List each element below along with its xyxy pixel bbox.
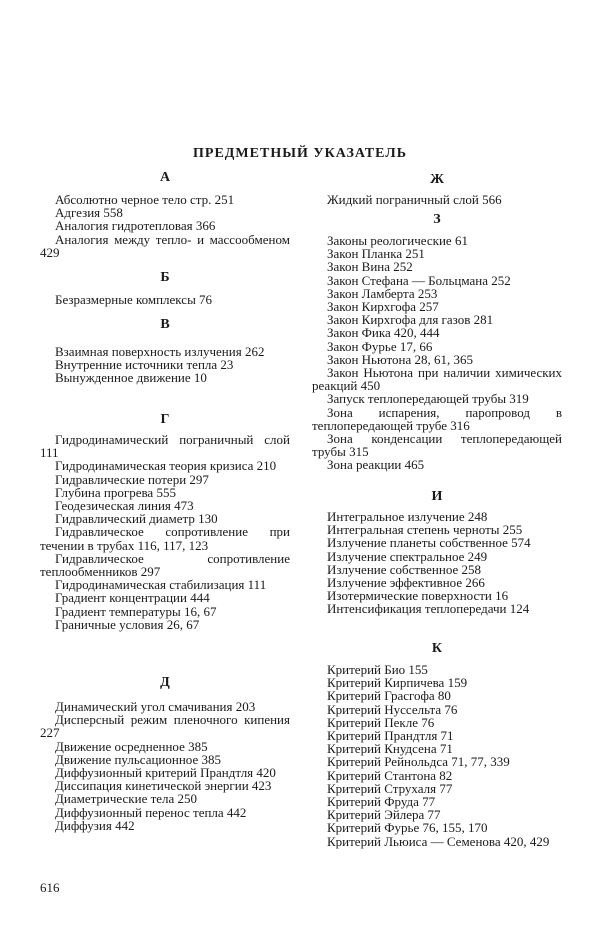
index-entry: Жидкий пограничный слой 566: [327, 192, 502, 207]
index-entry: Излучение спектральное 249: [327, 548, 488, 564]
index-section: [40, 171, 290, 259]
section-letter-heading: З: [433, 212, 441, 227]
index-entry: Граничные условия 26, 67: [55, 616, 200, 632]
index-entry: Диффузионный критерий Прандтля 420: [55, 765, 276, 781]
index-section: [40, 271, 290, 306]
index-entry: Критерий Кирпичева 159: [327, 675, 468, 691]
index-entry: Критерий Фруда 77: [327, 794, 436, 810]
index-entry: Гидродинамическая теория кризиса 210: [55, 458, 277, 474]
index-entry: Аналогия гидротепловая 366: [55, 218, 216, 234]
index-entry: Законы реологические 61: [327, 233, 468, 248]
index-entry: Гидравлические потери 297: [55, 471, 209, 487]
index-entry: Критерий Пекле 76: [327, 714, 435, 730]
section-letter-heading: К: [431, 641, 443, 656]
section-letter-heading: Г: [160, 412, 170, 427]
index-entry: Закон Фурье 17, 66: [327, 338, 433, 354]
index-entry: Критерий Льюиса — Семенова 420, 429: [327, 833, 550, 849]
index-section: [40, 413, 290, 631]
index-entry: Закон Планка 251: [327, 246, 425, 262]
index-entry: Внутренние источники тепла 23: [55, 357, 234, 373]
section-letter-heading: Ж: [430, 172, 444, 187]
section-letter-heading: Д: [160, 675, 170, 690]
page-number: 616: [40, 880, 60, 895]
section-letter-heading: В: [160, 317, 170, 332]
index-entry: Диаметрические тела 250: [55, 791, 198, 807]
index-entry: Критерий Нуссельта 76: [327, 701, 458, 717]
index-entry: Диффузионный перенос тепла 442: [55, 804, 247, 820]
index-entry: Критерий Стантона 82: [327, 767, 453, 783]
index-entry: Закон Фика 420, 444: [327, 325, 440, 341]
index-entry: Критерий Кнудсена 71: [327, 741, 453, 757]
index-entry: Зона испарения, паропровод в теплопередающей трубе 316: [312, 404, 562, 433]
section-letter-heading: А: [159, 170, 171, 185]
index-entry: Безразмерные комплексы 76: [55, 292, 213, 307]
index-entry: Глубина прогрева 555: [55, 484, 176, 500]
index-entry: Гидравлическое сопротивление теплообменников 297: [40, 550, 290, 580]
index-entry: Закон Ньютона при наличии химических реакций 450: [312, 365, 562, 394]
index-entry: Критерий Био 155: [327, 662, 428, 677]
index-entry: Критерий Эйлера 77: [327, 807, 441, 823]
index-entry: Зона реакции 465: [327, 457, 425, 473]
index-entry: Абсолютно черное тело стр. 251: [55, 192, 235, 207]
index-section: [312, 173, 562, 206]
index-entry: Излучение собственное 258: [327, 561, 482, 577]
index-entry: Вынужденное движение 10: [55, 370, 207, 386]
index-section: [312, 213, 562, 472]
index-entry: Интегральное излучение 248: [327, 509, 488, 524]
index-entry: Излучение планеты собственное 574: [327, 535, 531, 551]
index-entry: Интенсификация теплопередачи 124: [327, 601, 530, 617]
index-section: [312, 490, 562, 616]
page-title: ПРЕДМЕТНЫЙ УКАЗАТЕЛЬ: [193, 146, 407, 161]
index-entry: Дисперсный режим пленочного кипения 227: [40, 712, 290, 741]
index-entry: Движение осредненное 385: [55, 738, 208, 754]
index-entry: Диффузия 442: [55, 817, 135, 833]
index-entry: Закон Вина 252: [327, 259, 413, 275]
index-entry: Закон Ньютона 28, 61, 365: [327, 351, 473, 367]
index-entry: Геодезическая линия 473: [55, 498, 194, 514]
index-entry: Гидродинамическая стабилизация 111: [55, 577, 267, 593]
index-entry: Гидравлический диаметр 130: [55, 511, 218, 527]
index-entry: Критерий Прандтля 71: [327, 728, 454, 744]
index-entry: Критерий Грасгофа 80: [327, 688, 451, 704]
index-entry: Закон Кирхгофа для газов 281: [327, 312, 494, 328]
index-entry: Динамический угол смачивания 203: [55, 699, 256, 714]
section-letter-heading: Б: [160, 270, 170, 285]
index-entry: Критерий Фурье 76, 155, 170: [327, 820, 488, 836]
index-entry: Закон Кирхгофа 257: [327, 299, 439, 315]
index-entry: Адгезия 558: [55, 205, 123, 221]
index-section: [312, 642, 562, 848]
index-entry: Изотермические поверхности 16: [327, 588, 509, 604]
index-section: [40, 676, 290, 832]
index-entry: Движение пульсационное 385: [55, 751, 221, 767]
index-entry: Закон Ламберта 253: [327, 285, 438, 301]
section-letter-heading: И: [431, 489, 443, 504]
index-entry: Зона конденсации теплопередающей трубы 315: [312, 431, 562, 460]
index-entry: Критерий Струхаля 77: [327, 780, 453, 796]
index-entry: Взаимная поверхность излучения 262: [55, 344, 265, 359]
index-section: [40, 318, 290, 385]
index-entry: Запуск теплопередающей трубы 319: [327, 391, 529, 407]
index-entry: Излучение эффективное 266: [327, 575, 485, 591]
index-entry: Интегральная степень черноты 255: [327, 522, 523, 538]
index-entry: Диссипация кинетической энергии 423: [55, 778, 272, 794]
index-entry: Критерий Рейнольдса 71, 77, 339: [327, 754, 510, 770]
index-entry: Аналогия между тепло- и массообменом 429: [40, 231, 290, 260]
index-entry: Градиент температуры 16, 67: [55, 603, 217, 619]
index-entry: Закон Стефана — Больцмана 252: [327, 272, 511, 288]
index-entry: Градиент концентрации 444: [55, 590, 210, 606]
index-entry: Гидравлическое сопротивление при течении в трубах 116, 117, 123: [40, 524, 290, 553]
index-entry: Гидродинамический пограничный слой 111: [40, 432, 290, 461]
